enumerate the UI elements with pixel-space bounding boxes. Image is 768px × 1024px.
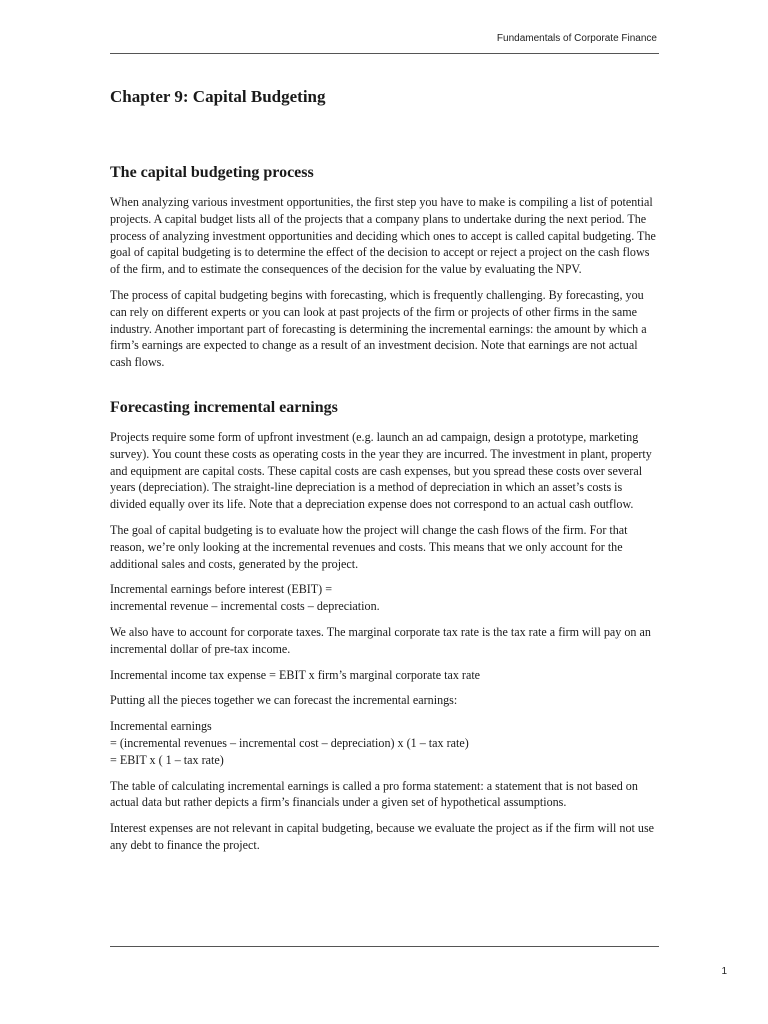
paragraph: The table of calculating incremental earnings is called a pro forma statement: a statement that is not based on actual data but rather depicts a firm’s financials under a given set of hypothetical assumptions. [110,778,638,810]
footer-divider [110,946,659,947]
header-divider [110,53,659,54]
formula-ebit: Incremental earnings before interest (EBIT) = incremental revenue – incremental costs – depreciation. [110,582,380,614]
paragraph: Putting all the pieces together we can forecast the incremental earnings: [110,693,458,708]
paragraph: When analyzing various investment opportunities, the first step you have to make is compiling a list of potential projects. A capital budget lists all of the projects that a company plans to undertake during the next period. The process of analyzing investment opportunities and deciding which ones to accept is called capital budgeting. The goal of capital budgeting is to determine the effect of the decision to accept or reject a project on the cash flows of the firm, and to estimate the consequences of the decision for the value by evaluating the NPV. [110,195,656,277]
section-capital-budgeting-process [110,162,659,371]
section-heading: Forecasting incremental earnings [110,398,338,416]
formula-incremental-earnings: Incremental earnings = (incremental revenues – incremental cost – depreciation) x (1 – tax rate) = EBIT x ( 1 – tax rate) [110,719,469,767]
running-header: Fundamentals of Corporate Finance [496,33,657,44]
page-number: 1 [721,966,727,977]
paragraph: We also have to account for corporate taxes. The marginal corporate tax rate is the tax rate a firm will pay on an incremental dollar of pre-tax income. [110,624,651,656]
paragraph: The process of capital budgeting begins with forecasting, which is frequently challenging. By forecasting, you can rely on different experts or you can look at past projects of the firm or projects of other firms in the same industry. Another important part of forecasting is determining the incremental earnings: the amount by which a firm’s earnings are expected to change as a result of an investment decision. Note that earnings are not actual cash flows. [110,287,647,370]
chapter-title: Chapter 9: Capital Budgeting [110,87,326,106]
formula-tax-expense: Incremental income tax expense = EBIT x firm’s marginal corporate tax rate [110,667,481,682]
paragraph: Projects require some form of upfront investment (e.g. launch an ad campaign, design a prototype, marketing survey). You count these costs as operating costs in the year they are incurred. The investment in plant, property and equipment are capital costs. These capital costs are cash expenses, but you spread these costs over several years (depreciation). The straight-line depreciation is a method of depreciation in which an asset’s costs is divided equally over its life. Note that a depreciation expense does not correspond to an actual cash outflow. [110,429,652,512]
paragraph: The goal of capital budgeting is to evaluate how the project will change the cash flows of the firm. For that reason, we’re only looking at the incremental revenues and costs. This means that we only account for the additional sales and costs, generated by the project. [110,522,628,571]
paragraph: Interest expenses are not relevant in capital budgeting, because we evaluate the project as if the firm will not use any debt to finance the project. [110,821,655,852]
section-forecasting-incremental-earnings [110,397,659,854]
section-heading: The capital budgeting process [110,164,314,181]
page-content [110,86,659,863]
